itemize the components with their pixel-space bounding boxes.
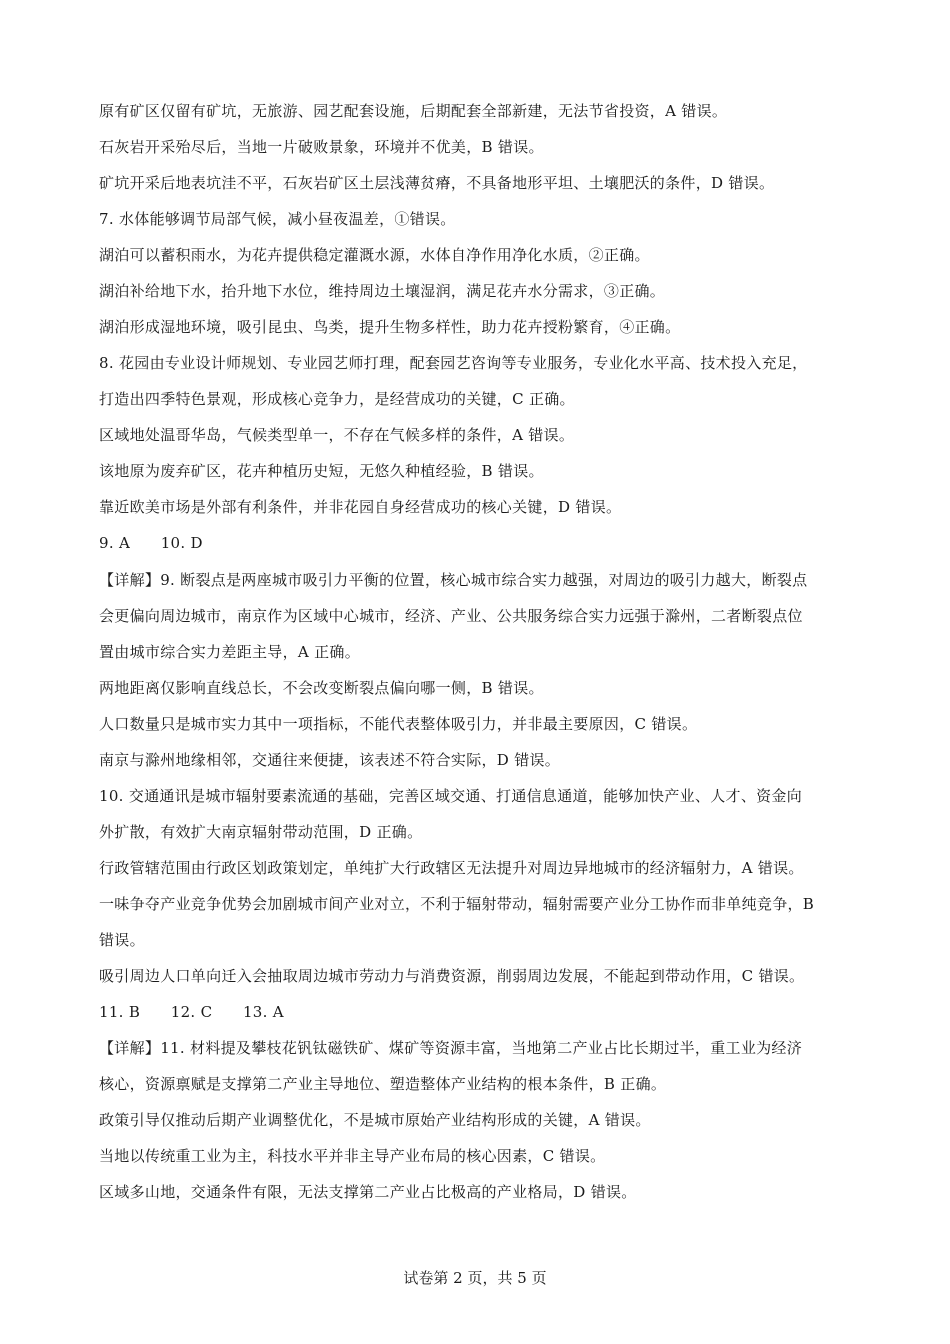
text-line: 行政管辖范围由行政区划政策划定，单纯扩大行政辖区无法提升对周边异地城市的经济辐射力，A 错误。 bbox=[99, 859, 804, 877]
text-line: 错误。 bbox=[99, 931, 145, 949]
text-line: 湖泊可以蓄积雨水，为花卉提供稳定灌溉水源，水体自净作用净化水质，②正确。 bbox=[99, 246, 650, 264]
answer-key-11-13: 11. B 12. C 13. A bbox=[99, 1003, 284, 1021]
text-line: 打造出四季特色景观，形成核心竞争力，是经营成功的关键，C 正确。 bbox=[99, 390, 575, 408]
text-line: 一味争夺产业竞争优势会加剧城市间产业对立，不利于辐射带动，辐射需要产业分工协作而非单纯竞争，B bbox=[99, 895, 815, 913]
text-line: 原有矿区仅留有矿坑，无旅游、园艺配套设施，后期配套全部新建，无法节省投资，A 错误。 bbox=[99, 102, 728, 120]
text-line: 当地以传统重工业为主，科技水平并非主导产业布局的核心因素，C 错误。 bbox=[99, 1147, 606, 1165]
text-line: 政策引导仅推动后期产业调整优化，不是城市原始产业结构形成的关键，A 错误。 bbox=[99, 1111, 651, 1129]
explanation-10: 10. 交通通讯是城市辐射要素流通的基础，完善区域交通、打通信息通道，能够加快产业、人才、资金向 bbox=[99, 787, 803, 805]
text-line: 湖泊补给地下水，抬升地下水位，维持周边土壤湿润，满足花卉水分需求，③正确。 bbox=[99, 282, 666, 300]
question-7-answer: 7. 水体能够调节局部气候，减小昼夜温差，①错误。 bbox=[99, 210, 456, 228]
answer-key-9-10: 9. A 10. D bbox=[99, 534, 203, 552]
explanation-11: 【详解】11. 材料提及攀枝花钒钛磁铁矿、煤矿等资源丰富，当地第二产业占比长期过半，重工业为经济 bbox=[99, 1039, 803, 1057]
text-line: 置由城市综合实力差距主导，A 正确。 bbox=[99, 643, 361, 661]
text-line: 该地原为废弃矿区，花卉种植历史短，无悠久种植经验，B 错误。 bbox=[99, 462, 544, 480]
text-line: 两地距离仅影响直线总长，不会改变断裂点偏向哪一侧，B 错误。 bbox=[99, 679, 544, 697]
explanation-9: 【详解】9. 断裂点是两座城市吸引力平衡的位置，核心城市综合实力越强，对周边的吸引力越大，断裂点 bbox=[99, 571, 808, 589]
page-footer: 试卷第 2 页，共 5 页 bbox=[403, 1269, 547, 1287]
text-line: 石灰岩开采殆尽后，当地一片破败景象，环境并不优美，B 错误。 bbox=[99, 138, 544, 156]
question-8-answer: 8. 花园由专业设计师规划、专业园艺师打理，配套园艺咨询等专业服务，专业化水平高、技术投入充足， bbox=[99, 354, 808, 372]
text-line: 南京与滁州地缘相邻，交通往来便捷，该表述不符合实际，D 错误。 bbox=[99, 751, 561, 769]
text-line: 核心，资源禀赋是支撑第二产业主导地位、塑造整体产业结构的根本条件，B 正确。 bbox=[99, 1075, 667, 1093]
text-line: 人口数量只是城市实力其中一项指标，不能代表整体吸引力，并非最主要原因，C 错误。 bbox=[99, 715, 698, 733]
text-line: 矿坑开采后地表坑洼不平，石灰岩矿区土层浅薄贫瘠，不具备地形平坦、土壤肥沃的条件，D 错误。 bbox=[99, 174, 775, 192]
text-line: 会更偏向周边城市，南京作为区域中心城市，经济、产业、公共服务综合实力远强于滁州，二者断裂点位 bbox=[99, 607, 803, 625]
text-line: 吸引周边人口单向迁入会抽取周边城市劳动力与消费资源，削弱周边发展，不能起到带动作用，C 错误。 bbox=[99, 967, 805, 985]
text-line: 区域地处温哥华岛，气候类型单一，不存在气候多样的条件，A 错误。 bbox=[99, 426, 575, 444]
text-line: 靠近欧美市场是外部有利条件，并非花园自身经营成功的核心关键，D 错误。 bbox=[99, 498, 622, 516]
text-line: 外扩散，有效扩大南京辐射带动范围，D 正确。 bbox=[99, 823, 423, 841]
text-line: 湖泊形成湿地环境，吸引昆虫、鸟类，提升生物多样性，助力花卉授粉繁育，④正确。 bbox=[99, 318, 681, 336]
text-line: 区域多山地，交通条件有限，无法支撑第二产业占比极高的产业格局，D 错误。 bbox=[99, 1183, 637, 1201]
